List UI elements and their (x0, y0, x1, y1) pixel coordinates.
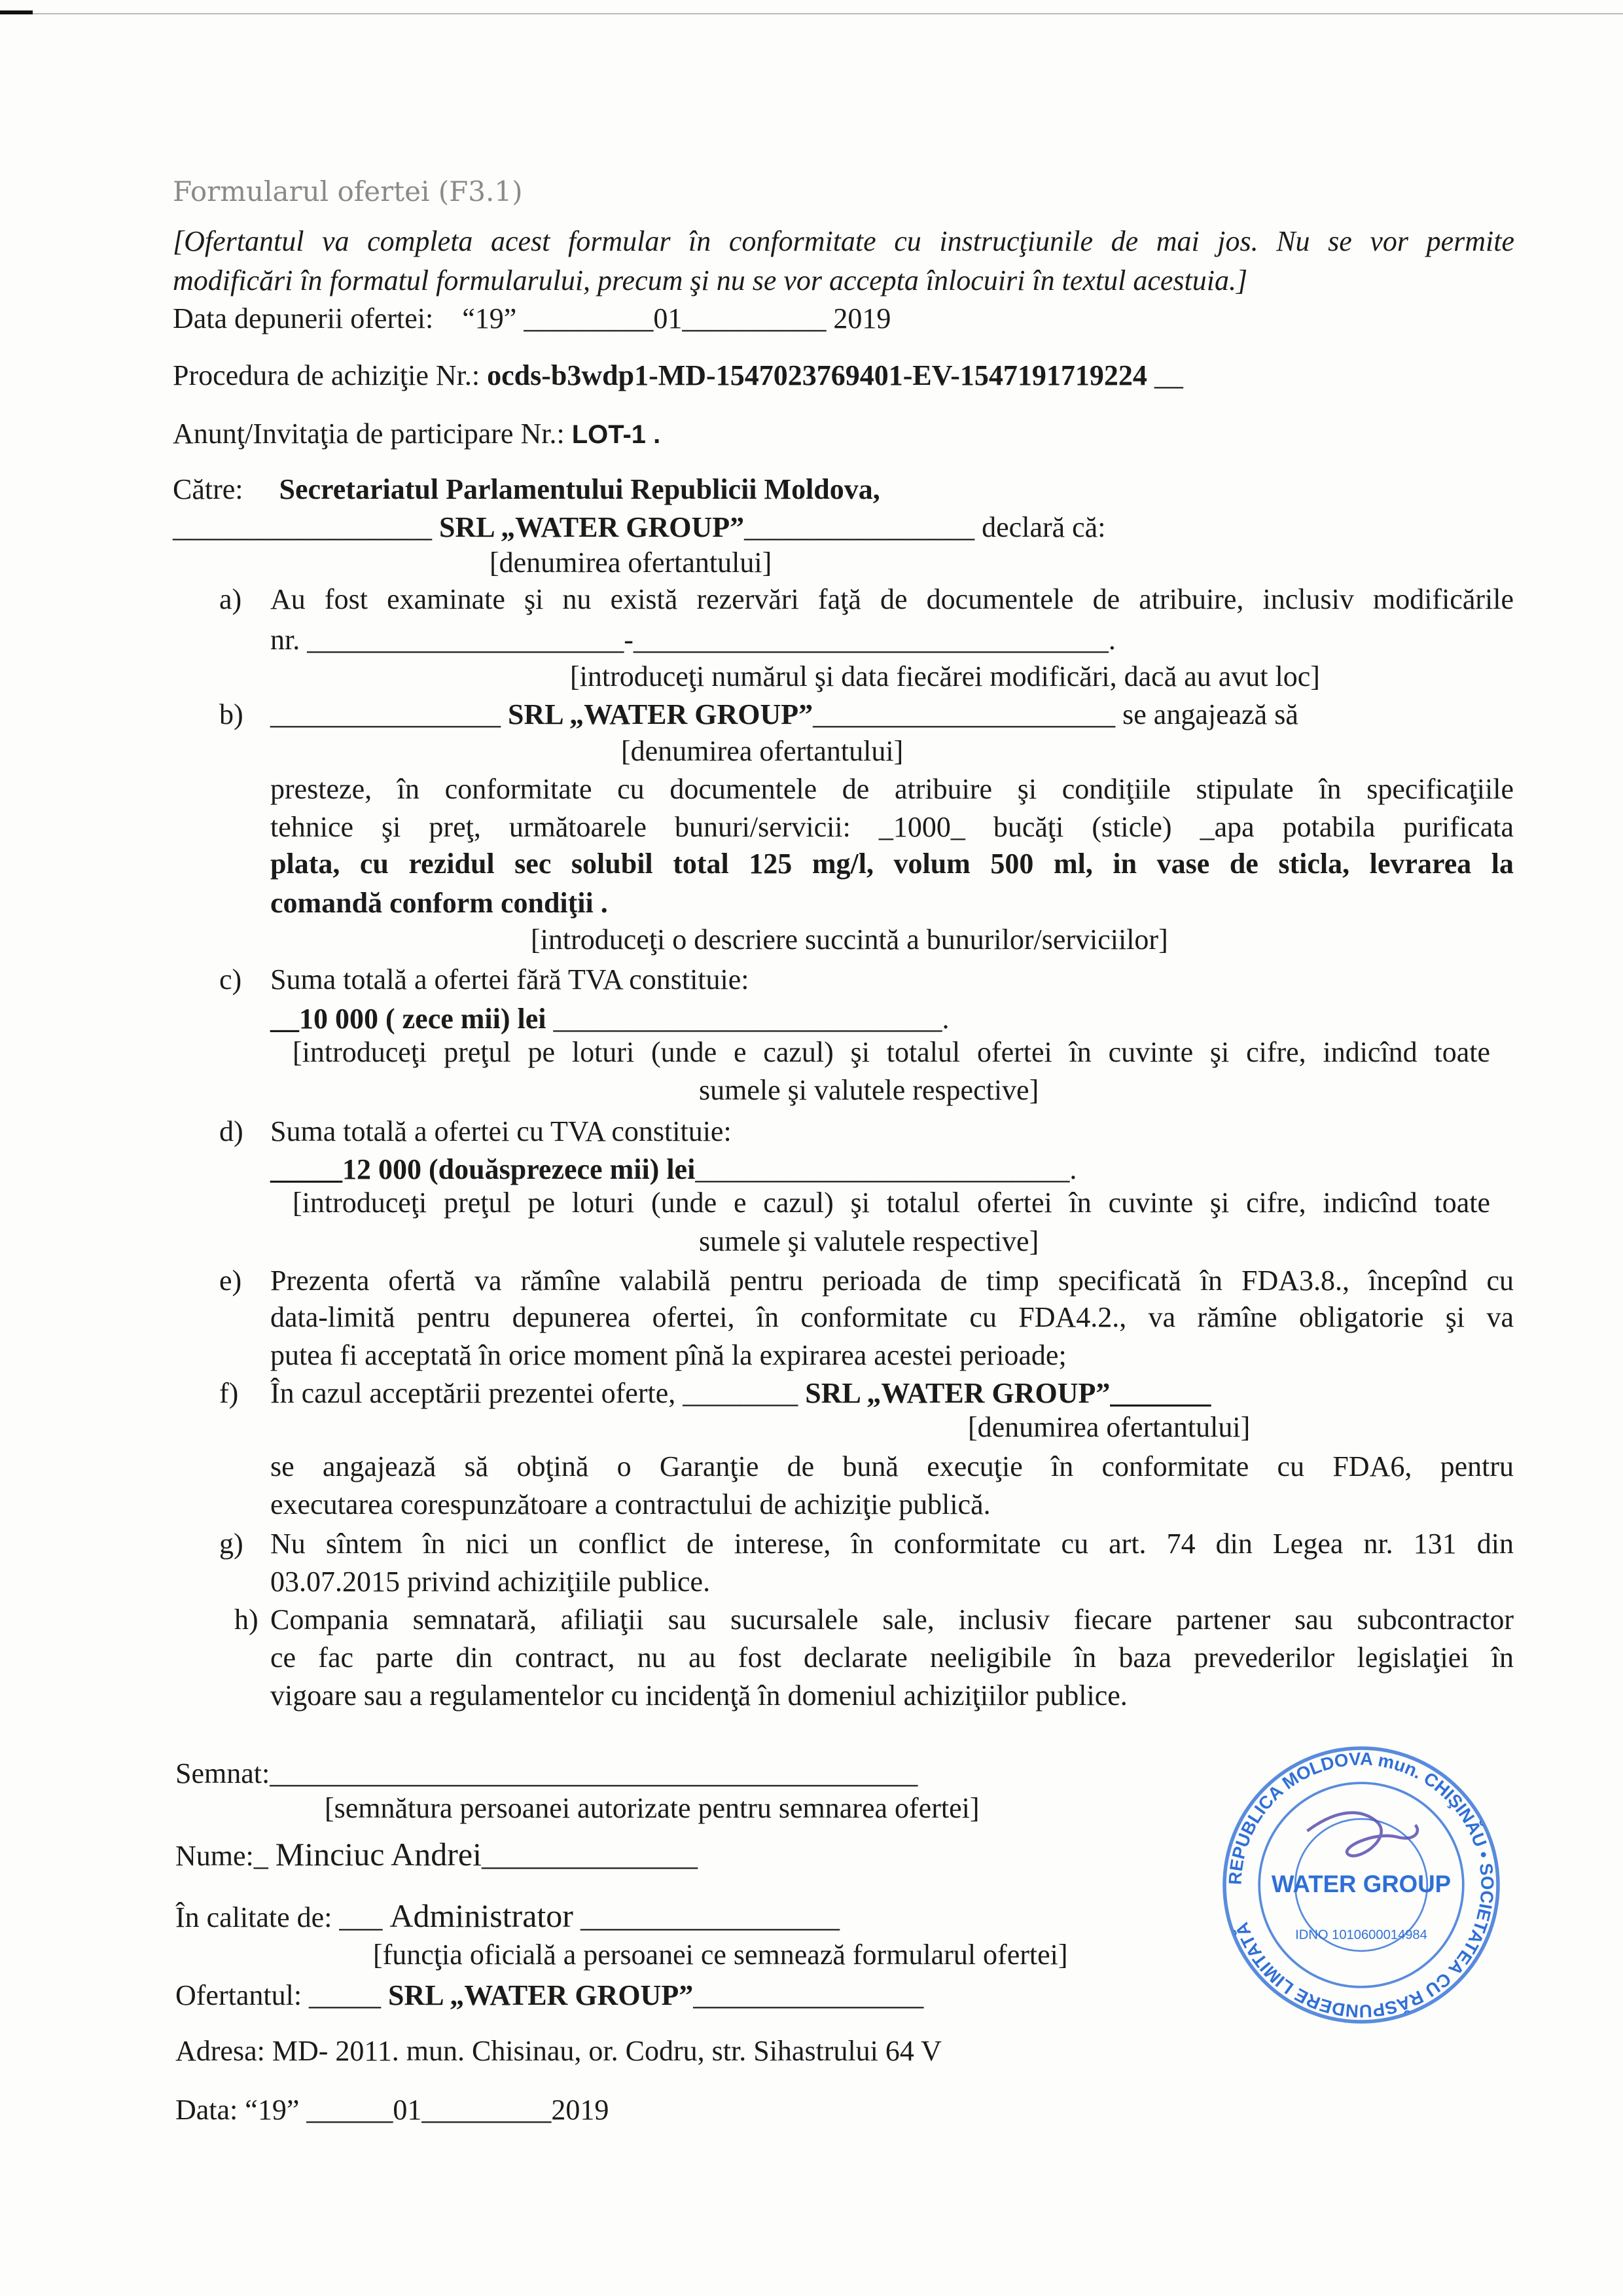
announcement-number (173, 418, 660, 450)
item-g-line: 03.07.2015 privind achiziţiile publice. (270, 1566, 711, 1598)
address: Adresa: MD- 2011. mun. Chisinau, or. Codru, str. Sihastrului 64 V (175, 2035, 942, 2067)
procedure-number: Procedura de achiziţie Nr.: ocds-b3wdp1-MD-1547023769401-EV-1547191719224 __ (173, 359, 1183, 391)
total-with-vat: _____12 000 (douăsprezece mii) lei (270, 1153, 696, 1185)
hint: [funcţia oficială a persoanei ce semnează formularul ofertei] (373, 1939, 1068, 1971)
hint: [introduceţi preţul pe loturi (unde e cazul) şi totalul ofertei în cuvinte şi cifre, indicînd toate (293, 1036, 1490, 1068)
date-day: “19” (245, 2094, 300, 2126)
signed-label: Semnat: (175, 1757, 270, 1789)
item-f-line: se angajează să obţină o Garanţie de bună execuţie în conformitate cu FDA6, pentru (270, 1450, 1514, 1482)
item-h-line: Compania semnatară, afiliaţii sau sucursalele sale, inclusiv fiecare partener sau subcontractor (270, 1604, 1514, 1636)
procedure-value: ocds-b3wdp1-MD-1547023769401-EV-1547191719224 (487, 359, 1147, 391)
hint: [denumirea ofertantului] (490, 547, 772, 579)
date-month: 01 (393, 2094, 422, 2126)
form-title: Formularul ofertei (F3.1) (173, 175, 523, 207)
instructions-line: modificări în formatul formularului, precum şi nu se vor accepta înlocuiri în textul acestuia.] (173, 264, 1248, 296)
item-c-value: __10 000 ( zece mii) lei ___________________________. (270, 1003, 950, 1035)
item-a-line: Au fost examinate şi nu există rezervări faţă de documentele de atribuire, inclusiv modificările (270, 583, 1514, 615)
role-row: În calitate de: ___ Administrator __________________ (175, 1897, 840, 1934)
bidder-name: SRL „WATER GROUP” (508, 698, 813, 730)
procedure-label: Procedura de achiziţie Nr.: (173, 359, 480, 391)
item-a-line: nr. ______________________-_________________________________. (270, 624, 1116, 656)
hint: [introduceţi preţul pe loturi (unde e cazul) şi totalul ofertei în cuvinte şi cifre, indicînd toate (293, 1187, 1490, 1219)
bidder-name: SRL „WATER GROUP” (439, 511, 745, 543)
hint: [denumirea ofertantului] (621, 735, 904, 767)
bidder-row: Ofertantul: _____ SRL „WATER GROUP”________________ (175, 1979, 924, 2011)
scan-edge-mark (0, 10, 33, 14)
submission-date-label: Data depunerii ofertei: (173, 302, 434, 334)
declaration-text: declară că: (982, 511, 1106, 543)
item-h-line: vigoare sau a regulamentelor cu incidenţă în domeniul achiziţiilor publice. (270, 1679, 1128, 1712)
item-marker: f) (219, 1377, 239, 1409)
name-label: Nume:_ (175, 1840, 268, 1872)
date-label: Data: (175, 2094, 238, 2126)
announcement-value: LOT-1 . (571, 420, 661, 449)
date-row: Data: “19” ______01_________2019 (175, 2094, 609, 2126)
item-h-line: ce fac parte din contract, nu au fost declarate neeligibile în baza prevederilor legislaţiei în (270, 1641, 1514, 1674)
item-e-line: putea fi acceptată în orice moment pînă la expirarea acestei perioade; (270, 1339, 1067, 1371)
signer-role: Administrator (389, 1897, 573, 1934)
item-c-label: Suma totală a ofertei fără TVA constituie: (270, 963, 749, 996)
item-f-header (270, 1378, 1211, 1409)
recipient (173, 474, 880, 505)
item-b-line: comandă conform condiţii . (270, 887, 608, 919)
item-b-header: ________________ SRL „WATER GROUP”_____________________ se angajează să (270, 698, 1298, 730)
scan-edge-line (33, 13, 1623, 14)
item-f-lead: În cazul acceptării prezentei oferte, ________ (270, 1377, 798, 1409)
item-marker: e) (219, 1265, 242, 1297)
hint: [introduceţi numărul şi data fiecărei modificări, dacă au avut loc] (570, 660, 1320, 692)
stamp-idno: IDNO 1010600014984 (1295, 1928, 1427, 1943)
date-year: 2019 (551, 2094, 609, 2126)
item-e-line: Prezenta ofertă va rămîne valabilă pentru perioada de timp specificată în FDA3.8., începînd cu (270, 1265, 1514, 1297)
company-stamp (1217, 1741, 1505, 2029)
role-label: În calitate de: ___ (175, 1901, 383, 1933)
submission-date: Data depunerii ofertei: “19” _________01__________ 2019 (173, 302, 891, 334)
item-marker: c) (219, 963, 242, 996)
item-b-line: tehnice şi preţ, următoarele bunuri/servicii: _1000_ bucăţi (sticle) _apa potabila purificata (270, 811, 1514, 843)
stamp-center-text: WATER GROUP (1271, 1871, 1452, 1897)
item-b-line: plata, cu rezidul sec solubil total 125 mg/l, volum 500 ml, in vase de sticla, levrarea la (270, 848, 1514, 880)
bidder-declaration: __________________ SRL „WATER GROUP”________________ declară că: (173, 511, 1106, 543)
bidder-name: SRL „WATER GROUP” (388, 1979, 694, 2011)
hint: sumele şi valutele respective] (699, 1074, 1039, 1106)
item-f-line: executarea corespunzătoare a contractului de achiziţie publică. (270, 1488, 991, 1520)
hint: [semnătura persoanei autorizate pentru semnarea ofertei] (325, 1792, 980, 1824)
item-b-suffix: se angajează să (1122, 698, 1298, 730)
item-b-line: presteze, în conformitate cu documentele de atribuire şi condiţiile stipulate în specificaţiile (270, 773, 1514, 805)
signer-name: Minciuc Andrei (275, 1836, 482, 1873)
announcement-label: Anunţ/Invitaţia de participare Nr.: (173, 418, 565, 450)
recipient-label: Către: (173, 473, 243, 505)
signed-row: Semnat:_____________________________________________ (175, 1757, 918, 1789)
recipient-value: Secretariatul Parlamentului Republicii Moldova, (279, 473, 880, 505)
name-row: Nume:_ Minciuc Andrei_______________ (175, 1836, 698, 1873)
submission-year: 2019 (833, 302, 891, 334)
item-d-label: Suma totală a ofertei cu TVA constituie: (270, 1115, 732, 1147)
hint: sumele şi valutele respective] (699, 1225, 1039, 1257)
instructions-line: [Ofertantul va completa acest formular în conformitate cu instrucţiunile de mai jos. Nu se vor permite (173, 225, 1514, 257)
bidder-name: SRL „WATER GROUP”_______ (805, 1377, 1211, 1409)
stamp-outer-text: REPUBLICA MOLDOVA mun. CHIŞINĂU • SOCIETATEA CU RĂSPUNDERE LIMITATĂ (1224, 1748, 1498, 2022)
bidder-label: Ofertantul: _____ (175, 1979, 382, 2011)
submission-day: “19” (462, 302, 517, 334)
item-e-line: data-limită pentru depunerea ofertei, în conformitate cu FDA4.2., va rămîne obligatorie şi va (270, 1301, 1514, 1333)
item-d-value: _____12 000 (douăsprezece mii) lei__________________________. (270, 1153, 1077, 1185)
item-g-line: Nu sîntem în nici un conflict de interese, în conformitate cu art. 74 din Legea nr. 131 din (270, 1528, 1514, 1560)
total-without-vat: __10 000 ( zece mii) lei (270, 1003, 546, 1035)
item-marker: b) (219, 698, 243, 730)
item-marker: a) (219, 583, 242, 615)
submission-month: 01 (653, 302, 683, 334)
hint: [denumirea ofertantului] (968, 1411, 1251, 1443)
hint: [introduceţi o descriere succintă a bunurilor/serviciilor] (531, 924, 1168, 956)
item-marker: g) (219, 1528, 243, 1560)
item-marker: d) (219, 1115, 243, 1147)
item-marker: h) (234, 1604, 259, 1636)
